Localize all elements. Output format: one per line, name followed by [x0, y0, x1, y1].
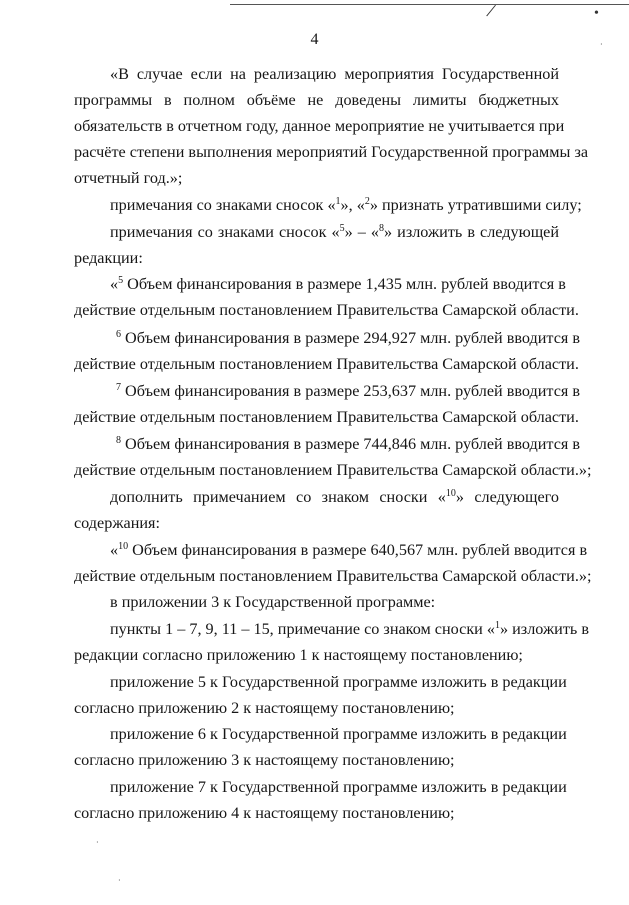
- text-line: содержания:: [74, 514, 160, 532]
- text-line: $^8$ Объем финансирования в размере 744,846 млн. рублей вводится в: [116, 435, 581, 453]
- text-line: приложение 5 к Государственной программе изложить в редакции: [110, 673, 567, 691]
- text-line: пункты 1 – 7, 9, 11 – 15, примечание со знаком сноски «$^1$» изложить в: [110, 620, 589, 638]
- page-number: 4: [310, 31, 319, 48]
- text-line: согласно приложению 4 к настоящему постановлению;: [74, 804, 455, 822]
- text-line: примечания со знаками сносок «$^5$» – «$^8$» изложить в следующей: [110, 223, 560, 241]
- text-line: $^7$ Объем финансирования в размере 253,637 млн. рублей вводится в: [116, 382, 581, 400]
- text-line: действие отдельным постановлением Правительства Самарской области.: [74, 301, 579, 319]
- text-line: «$^{10}$ Объем финансирования в размере 640,567 млн. рублей вводится в: [110, 541, 588, 559]
- scan-dot-mark: ·: [96, 838, 99, 847]
- text-line: программы в полном объёме не доведены лимиты бюджетных: [74, 91, 559, 109]
- text-line: обязательств в отчетном году, данное мероприятие не учитывается при: [74, 117, 565, 135]
- text-line: приложение 6 к Государственной программе изложить в редакции: [110, 725, 567, 743]
- text-line: редакции согласно приложению 1 к настоящему постановлению;: [74, 646, 523, 664]
- text-line: действие отдельным постановлением Правительства Самарской области.»;: [74, 567, 592, 585]
- text-line: «$^5$ Объем финансирования в размере 1,435 млн. рублей вводится в: [110, 275, 566, 293]
- text-line: действие отдельным постановлением Правительства Самарской области.: [74, 408, 579, 426]
- text-line: отчетный год.»;: [74, 169, 183, 187]
- text-line: примечания со знаками сносок «$^1$», «$^2$» признать утратившими силу;: [110, 196, 582, 214]
- text-line: $^6$ Объем финансирования в размере 294,927 млн. рублей вводится в: [116, 329, 581, 347]
- scan-dot-mark: •: [594, 6, 599, 21]
- pen-stroke-mark: /: [484, 0, 498, 23]
- text-line: действие отдельным постановлением Правительства Самарской области.: [74, 355, 579, 373]
- scan-dot-mark: ·: [118, 876, 121, 885]
- text-line: согласно приложению 3 к настоящему постановлению;: [74, 751, 455, 769]
- text-line: редакции:: [74, 249, 143, 267]
- scan-dot-mark: ·: [600, 40, 603, 49]
- text-line: в приложении 3 к Государственной программе:: [110, 593, 436, 611]
- text-line: согласно приложению 2 к настоящему постановлению;: [74, 699, 455, 717]
- text-line: расчёте степени выполнения мероприятий Государственной программы за: [74, 143, 589, 161]
- text-line: приложение 7 к Государственной программе изложить в редакции: [110, 778, 567, 796]
- top-border-line: [230, 4, 629, 5]
- text-line: действие отдельным постановлением Правительства Самарской области.»;: [74, 461, 592, 479]
- text-line: дополнить примечанием со знаком сноски «$^{10}$» следующего: [110, 488, 559, 506]
- text-line: «В случае если на реализацию мероприятия Государственной: [110, 65, 559, 83]
